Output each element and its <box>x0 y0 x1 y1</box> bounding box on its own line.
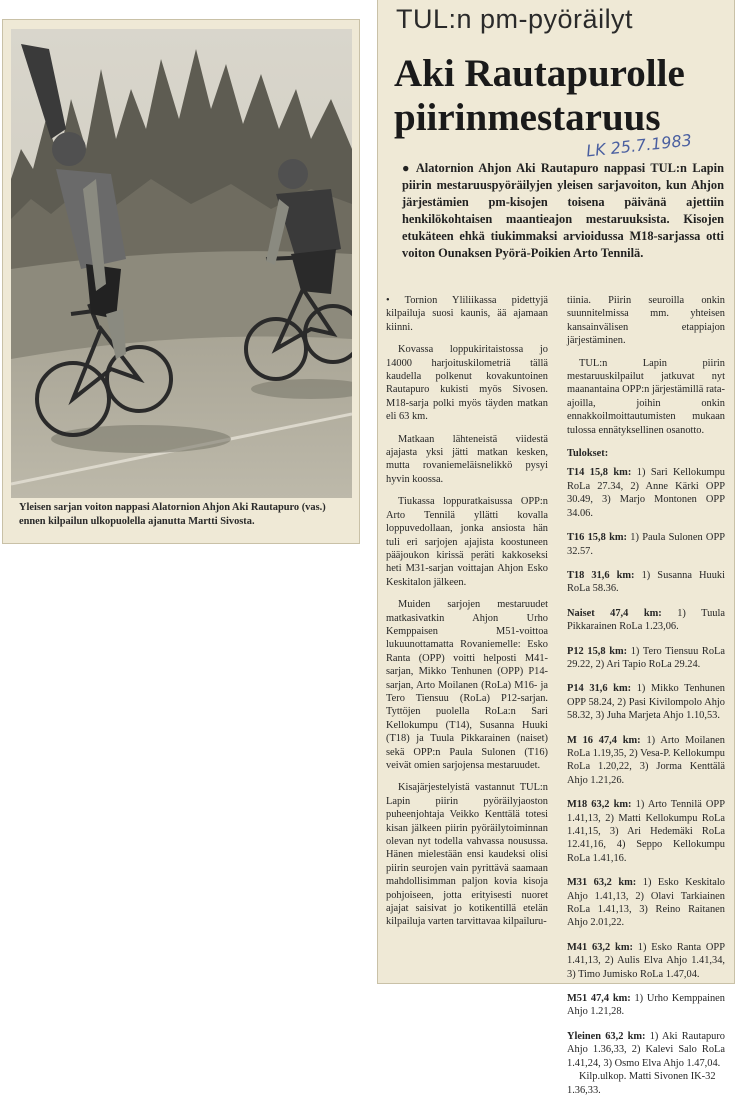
result-category: T18 31,6 km: <box>567 569 635 581</box>
headline-line: piirinmestaruus <box>394 96 661 139</box>
result-entry <box>567 1030 725 1070</box>
result-category: M31 63,2 km: <box>567 877 637 889</box>
result-entry <box>567 734 725 788</box>
results-list <box>567 466 725 1096</box>
result-category: P12 15,8 km: <box>567 645 628 657</box>
article-clipping <box>378 0 734 1096</box>
bullet-icon: ● <box>402 161 412 175</box>
result-entry <box>567 569 725 596</box>
photo-clipping <box>3 20 359 543</box>
result-category: Yleinen 63,2 km: <box>567 1030 646 1042</box>
paragraph: Tiukassa loppuratkaisussa OPP:n Arto Tennilä yllätti kovalla loppuvedollaan, jonka ansiosta hän tuli eri sarjojen ajajista koostuneen pääjoukon kirissä peräti kakkoseksi heti M31-sarjan voittajan Ahjon Esko Keskitalon jälkeen. <box>386 496 548 588</box>
result-category: T16 15,8 km: <box>567 532 627 544</box>
result-text: 1) Paula Sulonen OPP 32.57. <box>567 532 725 557</box>
photo-caption: Yleisen sarjan voiton nappasi Alatornion Ahjon Aki Rautapuro (vas.) ennen kilpailun ulkopuolella ajanutta Martti Sivosta. <box>19 502 326 527</box>
result-extra-note: Kilp.ulkop. Matti Sivonen IK-32 1.36,33. <box>567 1071 716 1096</box>
result-entry <box>567 607 725 634</box>
result-text: 1) Susanna Huuki RoLa 58.36. <box>567 569 725 595</box>
result-text: 1) Tuula Pikkarainen RoLa 1.23,06. <box>567 607 725 633</box>
result-entry <box>567 941 725 981</box>
result-entry <box>567 876 725 930</box>
result-text: 1) Urho Kemppainen Ahjo 1.21,28. <box>567 993 725 1018</box>
paragraph: • Tornion Yliliikassa pidettyjä kilpailuja suosi kaunis, ää ajamaan kiinni. <box>386 295 548 333</box>
result-text: 1) Mikko Tenhunen OPP 58.24, 2) Pasi Kivilompolo Ahjo 58.32, 3) Juha Marjeta Ahjo 1.10,53. <box>567 683 725 722</box>
result-entry <box>567 645 725 672</box>
cyclists-photo <box>11 29 352 498</box>
result-category: M51 47,4 km: <box>567 993 631 1005</box>
result-text: 1) Tero Tiensuu RoLa 29.22, 2) Ari Tapio RoLa 29.24. <box>567 645 725 670</box>
result-category: Naiset 47,4 km: <box>567 607 662 619</box>
headline-line: Aki Rautapurolle <box>394 52 685 95</box>
result-entry <box>567 466 725 520</box>
result-text: 1) Arto Moilanen RoLa 1.19,35, 2) Vesa-P. Kellokumpu RoLa 1.20,22, 3) Jorma Kenttälä Ahjo 1.21,26. <box>567 734 725 786</box>
result-category: P14 31,6 km: <box>567 683 632 695</box>
paragraph: Kovassa loppukiritaistossa jo 14000 harjoituskilometriä tällä kaudella polkenut kovakuntoinen Rautapuro kukisti myös Sivosen. M18-sarja polki myös täyden matkan eli 63 km. <box>386 344 548 423</box>
result-text: 1) Aki Rautapuro Ahjo 1.36,33, 2) Kalevi Salo RoLa 1.41,24, 3) Osmo Elva Ahjo 1.47,04. <box>567 1030 725 1069</box>
paragraph: Kisajärjestelyistä vastannut TUL:n Lapin piirin pyöräilyjaoston puheenjohtaja Veikko Kenttälä totesi kisan jälkeen piirin pyöräilytoiminnan olevan nyt todella vahvassa nousussa. Hänen mielestään ensi kaudeksi olisi piirin seurojen vain pyrittävä saamaan mahdollisimman paljon kovia kisoja pohjoiseen, jotta erityisesti nuoret ajajat saisivat jo kotikentillä etelän kilpailuja varten tarvittavaa kilpailuru- <box>386 782 548 928</box>
result-text: 1) Arto Tennilä OPP 1.41,13, 2) Matti Kellokumpu RoLa 1.41,15, 3) Ari Hedemäki RoLa 12.41,16, 4) Seppo Kellokumpu RoLa 1.41,16. <box>567 799 725 864</box>
lead-text: Alatornion Ahjon Aki Rautapuro nappasi TUL:n Lapin piirin mestaruuspyöräilyjen yleisen sarjavoiton, kun Ahjon järjestämien pm-kisojen toisena päivänä ajettiin henkilökohtaisen maantieajon mestaruuksista. Kisojen etukäteen ehkä tiukimmaksi arvioidussa M18-sarjassa otti voiton Ounaksen Pyörä-Poikien Arto Tennilä. <box>402 161 724 260</box>
result-entry <box>567 531 725 558</box>
result-entry <box>567 682 725 722</box>
result-text: 1) Esko Keskitalo Ahjo 1.41,13, 2) Olavi Tarkiainen RoLa 1.41,13, 3) Reino Raitanen Ahjo 2.01,22. <box>567 877 725 929</box>
handwritten-date-note: LK 25.7.1983 <box>585 130 693 161</box>
paragraph: Matkaan lähteneistä viidestä ajajasta yksi jätti matkan kesken, mutta rovaniemeläisnelikkö pysyi hyvin koossa. <box>386 433 548 485</box>
result-category: T14 15,8 km: <box>567 467 632 479</box>
results-title: Tulokset: <box>567 448 609 460</box>
result-category: M 16 47,4 km: <box>567 734 641 746</box>
result-entry <box>567 798 725 865</box>
article-kicker: TUL:n pm-pyöräilyt <box>396 4 634 34</box>
article-lead <box>402 160 724 261</box>
result-entry <box>567 992 725 1019</box>
paragraph: TUL:n Lapin piirin mestaruuskilpailut jatkuvat nyt maanantaina OPP:n järjestämillä rata-ajoilla, joihin onkin ennakkoilmoittautumisten mukaan tulossa ennätyksellinen osanotto. <box>567 357 725 436</box>
paragraph: Muiden sarjojen mestaruudet matkasivatkin Ahjon Urho Kemppaisen M51-voittoa lukuunottamatta Rovaniemelle: Esko Ranta (OPP) voitti helposti M41-sarjan, Mikko Tenhunen (OPP) P14-sarjan, Arto Moilanen (RoLa) M16- ja Tero Tiensuu (RoLa) P12-sarjan. Tyttöjen puolella RoLa:n Sari Kellokumpu (T14), Susanna Huuki (T18) ja Tuula Pikkarainen (naiset) sekä OPP:n Paula Sulonen (T16) veivät omien sarjojensa mestaruudet. <box>386 599 548 771</box>
result-category: M18 63,2 km: <box>567 799 632 811</box>
article-column-2 <box>567 294 725 1097</box>
result-text: 1) Sari Kellokumpu RoLa 27.34, 2) Anne Kärki OPP 30.49, 3) Marjo Montonen OPP 34.06. <box>567 467 725 519</box>
result-text: 1) Esko Ranta OPP 1.41,13, 2) Aulis Elva Ahjo 1.41,34, 3) Timo Jumisko RoLa 1.47,04. <box>567 941 725 980</box>
paragraph: tiinia. Piirin seuroilla onkin suunnitelmissa mm. yhteisen kansainvälisen etappiajon järjestäminen. <box>567 295 725 347</box>
article-column-1 <box>386 294 548 938</box>
cyclists-illustration <box>11 29 352 498</box>
result-category: M41 63,2 km: <box>567 941 633 953</box>
article-headline <box>394 52 730 140</box>
column-2-intro <box>567 294 725 437</box>
